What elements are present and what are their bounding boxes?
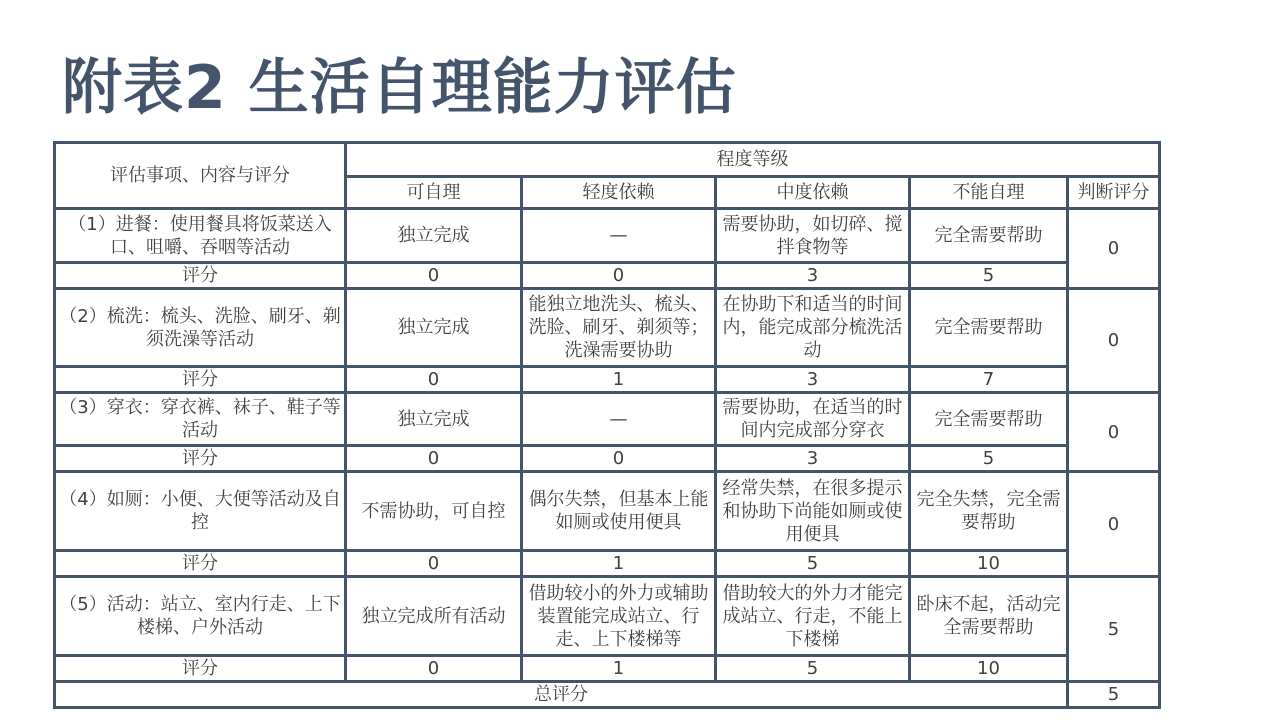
page-title: 附表2 生活自理能力评估 xyxy=(62,53,737,123)
score-label: 评分 xyxy=(55,551,346,577)
judge-score: 5 xyxy=(1068,577,1160,682)
item-description: （2）梳洗：梳头、洗脸、刷牙、剃须洗澡等活动 xyxy=(55,289,346,367)
header-level-group: 程度等级 xyxy=(346,143,1160,177)
level-description: 独立完成 xyxy=(346,209,522,263)
level-description: 独立完成 xyxy=(346,289,522,367)
level-description: — xyxy=(522,393,716,446)
item-description: （1）进餐：使用餐具将饭菜送入口、咀嚼、吞咽等活动 xyxy=(55,209,346,263)
score-value: 3 xyxy=(716,367,910,393)
score-label: 评分 xyxy=(55,367,346,393)
score-label: 评分 xyxy=(55,446,346,472)
score-value: 0 xyxy=(346,446,522,472)
score-value: 0 xyxy=(346,656,522,682)
score-value: 0 xyxy=(346,551,522,577)
score-value: 0 xyxy=(346,367,522,393)
level-description: 完全需要帮助 xyxy=(910,289,1068,367)
judge-score: 0 xyxy=(1068,209,1160,289)
score-value: 1 xyxy=(522,367,716,393)
header-level-mild: 轻度依赖 xyxy=(522,177,716,209)
judge-score: 0 xyxy=(1068,289,1160,393)
level-description: 借助较大的外力才能完成站立、行走，不能上下楼梯 xyxy=(716,577,910,656)
level-description: 完全失禁，完全需要帮助 xyxy=(910,472,1068,551)
score-value: 1 xyxy=(522,656,716,682)
score-value: 5 xyxy=(716,656,910,682)
total-score: 5 xyxy=(1068,682,1160,708)
header-level-moderate: 中度依赖 xyxy=(716,177,910,209)
total-label: 总评分 xyxy=(55,682,1068,708)
score-value: 3 xyxy=(716,446,910,472)
score-value: 5 xyxy=(716,551,910,577)
score-value: 5 xyxy=(910,263,1068,289)
score-value: 10 xyxy=(910,551,1068,577)
level-description: 借助较小的外力或辅助装置能完成站立、行走、上下楼梯等 xyxy=(522,577,716,656)
score-label: 评分 xyxy=(55,656,346,682)
score-value: 0 xyxy=(522,263,716,289)
header-item-column: 评估事项、内容与评分 xyxy=(55,143,346,209)
judge-score: 0 xyxy=(1068,472,1160,577)
score-value: 0 xyxy=(346,263,522,289)
level-description: 能独立地洗头、梳头、洗脸、刷牙、剃须等；洗澡需要协助 xyxy=(522,289,716,367)
level-description: 不需协助，可自控 xyxy=(346,472,522,551)
level-description: 需要协助，如切碎、搅拌食物等 xyxy=(716,209,910,263)
score-value: 5 xyxy=(910,446,1068,472)
score-value: 10 xyxy=(910,656,1068,682)
assessment-table xyxy=(53,141,1161,709)
score-value: 7 xyxy=(910,367,1068,393)
level-description: 在协助下和适当的时间内，能完成部分梳洗活动 xyxy=(716,289,910,367)
level-description: 完全需要帮助 xyxy=(910,209,1068,263)
header-level-self-care: 可自理 xyxy=(346,177,522,209)
level-description: — xyxy=(522,209,716,263)
item-description: （5）活动：站立、室内行走、上下楼梯、户外活动 xyxy=(55,577,346,656)
score-value: 1 xyxy=(522,551,716,577)
score-label: 评分 xyxy=(55,263,346,289)
header-judge-score: 判断评分 xyxy=(1068,177,1160,209)
level-description: 需要协助，在适当的时间内完成部分穿衣 xyxy=(716,393,910,446)
judge-score: 0 xyxy=(1068,393,1160,472)
level-description: 经常失禁，在很多提示和协助下尚能如厕或使用便具 xyxy=(716,472,910,551)
level-description: 独立完成 xyxy=(346,393,522,446)
level-description: 完全需要帮助 xyxy=(910,393,1068,446)
score-value: 0 xyxy=(522,446,716,472)
level-description: 独立完成所有活动 xyxy=(346,577,522,656)
header-level-unable: 不能自理 xyxy=(910,177,1068,209)
level-description: 偶尔失禁，但基本上能如厕或使用便具 xyxy=(522,472,716,551)
item-description: （4）如厕：小便、大便等活动及自控 xyxy=(55,472,346,551)
score-value: 3 xyxy=(716,263,910,289)
level-description: 卧床不起，活动完全需要帮助 xyxy=(910,577,1068,656)
item-description: （3）穿衣：穿衣裤、袜子、鞋子等活动 xyxy=(55,393,346,446)
